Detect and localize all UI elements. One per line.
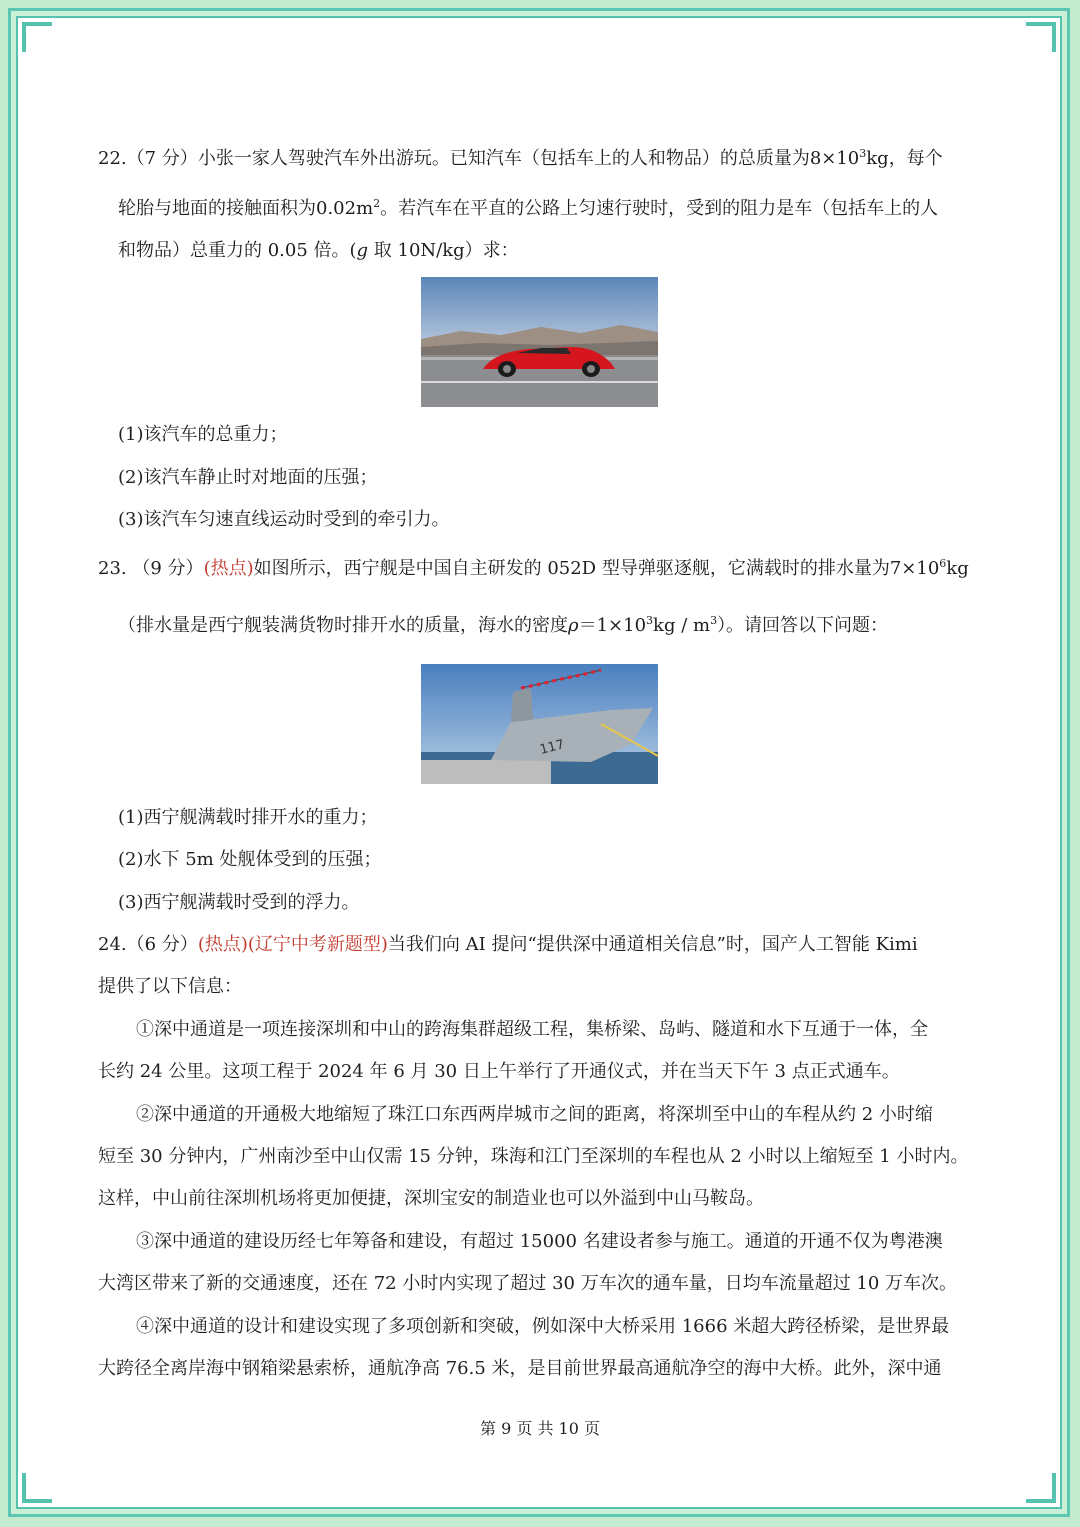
q24-p1a: ①深中通道是一项连接深圳和中山的跨海集群超级工程，集桥梁、岛屿、隧道和水下互通于一体，全 — [136, 1019, 928, 1040]
q22-line3: 和物品）总重力的 0.05 倍。(g 取 10N/kg）求： — [118, 240, 519, 261]
q24-p2a: ②深中通道的开通极大地缩短了珠江口东西两岸城市之间的距离，将深圳至中山的车程从约 2 小时缩 — [136, 1104, 933, 1125]
hull-number: 117 — [538, 737, 567, 758]
q24-line1: 24.（6 分）(热点)(辽宁中考新题型)当我们向 AI 提问“提供深中通道相关信息”时，国产人工智能 Kimi — [98, 934, 918, 955]
q22-sub2: (2)该汽车静止时对地面的压强； — [118, 467, 378, 488]
q24-p4b: 大跨径全离岸海中钢箱梁悬索桥，通航净高 76.5 米，是目前世界最高通航净空的海中大桥。此外，深中通 — [98, 1358, 942, 1379]
q22-sub3: (3)该汽车匀速直线运动时受到的牵引力。 — [118, 509, 450, 530]
corner-ornament — [22, 22, 52, 52]
q23-sub2: (2)水下 5m 处舰体受到的压强； — [118, 849, 382, 870]
q24-p4a: ④深中通道的设计和建设实现了多项创新和突破，例如深中大桥采用 1666 米超大跨径桥梁，是世界最 — [136, 1316, 950, 1337]
corner-ornament — [1026, 1473, 1056, 1503]
q24-p1b: 长约 24 公里。这项工程于 2024 年 6 月 30 日上午举行了开通仪式，并在当天下午 3 点正式通车。 — [98, 1061, 900, 1082]
q23-line2: （排水量是西宁舰装满货物时排开水的质量，海水的密度$\rho=1\times 10^3kg / m^3$）。请回答以下问题： — [118, 614, 889, 636]
q24-p3a: ③深中通道的建设历经七年筹备和建设，有超过 15000 名建设者参与施工。通道的开通不仅为粤港澳 — [136, 1231, 943, 1252]
q22-line2: 轮胎与地面的接触面积为$0.02m^2$。若汽车在平直的公路上匀速行驶时，受到的阻力是车（包括车上的人 — [118, 197, 939, 219]
q24-p2b: 短至 30 分钟内，广州南沙至中山仅需 15 分钟，珠海和江门至深圳的车程也从 2 小时以上缩短至 1 小时内。 — [98, 1146, 969, 1167]
q23-line1: 23. （9 分）(热点)如图所示，西宁舰是中国自主研发的 052D 型导弹驱逐舰，它满载时的排水量为$7\times 10^6kg$ — [98, 557, 969, 579]
corner-ornament — [22, 1473, 52, 1503]
q22-line1: 22.（7 分）小张一家人驾驶汽车外出游玩。已知汽车（包括车上的人和物品）的总质量为$8\times 10^3kg$，每个 — [98, 147, 943, 169]
q23-sub1: (1)西宁舰满载时排开水的重力； — [118, 807, 378, 828]
q23-sub3: (3)西宁舰满载时受到的浮力。 — [118, 892, 360, 913]
corner-ornament — [1026, 22, 1056, 52]
destroyer-ship-photo — [421, 664, 658, 784]
q24-p2c: 这样，中山前往深圳机场将更加便捷，深圳宝安的制造业也可以外溢到中山马鞍岛。 — [98, 1188, 764, 1209]
q22-sub1: (1)该汽车的总重力； — [118, 424, 288, 445]
sports-car-photo — [421, 277, 658, 407]
page-number: 第 9 页 共 10 页 — [480, 1419, 600, 1438]
q24-p3b: 大湾区带来了新的交通速度，还在 72 小时内实现了超过 30 万车次的通车量，日均车流量超过 10 万车次。 — [98, 1273, 958, 1294]
q24-line2: 提供了以下信息： — [98, 976, 242, 997]
